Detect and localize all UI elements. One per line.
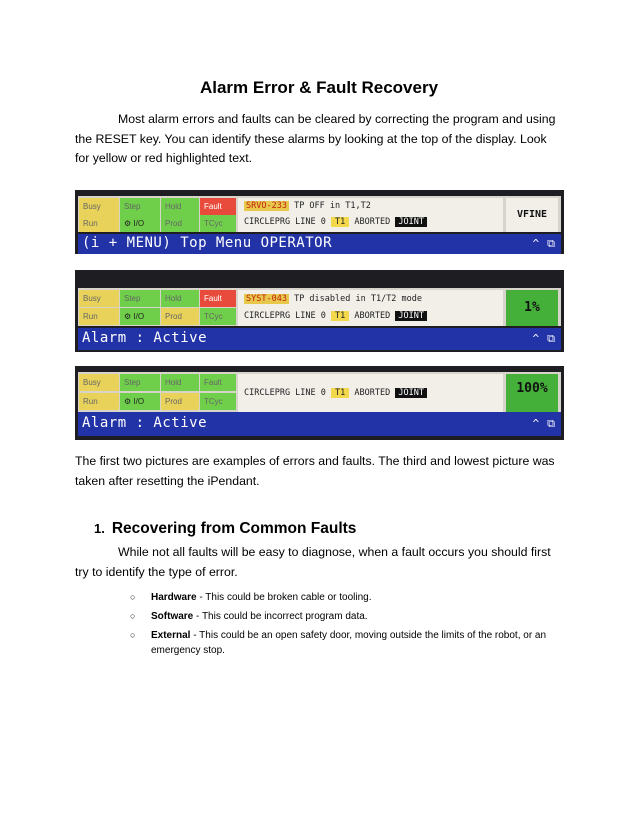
list-item bbox=[130, 609, 570, 624]
pendant-screenshot-3 bbox=[75, 366, 564, 440]
bullet-term: External bbox=[151, 630, 191, 641]
bullet-desc: - This could be an open safety door, moving outside the limits of the robot, or an emergency stop. bbox=[151, 630, 547, 656]
bullet-term: Software bbox=[151, 611, 194, 622]
io-icon: ⚙ bbox=[124, 219, 134, 228]
io-indicator bbox=[120, 215, 160, 232]
prod-indicator: Prod bbox=[161, 215, 199, 232]
busy-indicator: Busy bbox=[79, 290, 119, 307]
state-text: ABORTED bbox=[354, 217, 391, 227]
message-area bbox=[238, 290, 503, 326]
page-title: Alarm Error & Fault Recovery bbox=[199, 78, 439, 97]
program-line: CIRCLEPRG LINE 0 bbox=[244, 311, 326, 321]
window-icon[interactable] bbox=[533, 332, 555, 346]
alarm-status-label: Alarm : Active bbox=[82, 415, 208, 431]
list-item bbox=[130, 628, 570, 658]
coord-tag: JOINT bbox=[395, 217, 427, 227]
io-indicator bbox=[120, 308, 160, 325]
io-indicator bbox=[120, 393, 160, 410]
window-switch-icon[interactable]: ⧉ bbox=[547, 237, 555, 250]
window-switch-icon[interactable]: ⧉ bbox=[547, 417, 555, 430]
busy-indicator: Busy bbox=[79, 198, 119, 215]
program-line: CIRCLEPRG LINE 0 bbox=[244, 388, 326, 398]
bullet-circle-icon: ○ bbox=[130, 611, 136, 621]
fault-indicator: Fault bbox=[200, 290, 236, 307]
up-arrow-icon[interactable]: ^ bbox=[532, 417, 540, 430]
program-line: CIRCLEPRG LINE 0 bbox=[244, 217, 326, 227]
bullet-desc: - This could be incorrect program data. bbox=[193, 611, 368, 622]
io-label: I/O bbox=[133, 397, 145, 406]
status-bar bbox=[78, 412, 561, 436]
alarm-code: SYST-043 bbox=[246, 294, 287, 304]
run-indicator: Run bbox=[79, 308, 119, 325]
status-bar bbox=[78, 328, 561, 350]
mode-tag: T1 bbox=[331, 217, 349, 227]
bullet-term: Hardware bbox=[151, 592, 197, 603]
fault-indicator: Fault bbox=[200, 198, 236, 215]
after-paragraph: The first two pictures are examples of errors and faults. The third and lowest picture was taken after resetting the iPendant. bbox=[75, 454, 555, 488]
coord-tag: JOINT bbox=[395, 311, 427, 321]
tcyc-indicator: TCyc bbox=[200, 393, 236, 410]
state-text: ABORTED bbox=[354, 311, 391, 321]
run-indicator: Run bbox=[79, 393, 119, 410]
message-area bbox=[238, 374, 503, 412]
window-switch-icon[interactable]: ⧉ bbox=[547, 332, 555, 345]
tcyc-indicator: TCyc bbox=[200, 215, 236, 232]
hold-indicator: Hold bbox=[161, 290, 199, 307]
bullet-circle-icon: ○ bbox=[130, 592, 136, 602]
bullet-circle-icon: ○ bbox=[130, 630, 136, 640]
run-indicator: Run bbox=[79, 215, 119, 232]
state-text: ABORTED bbox=[354, 388, 391, 398]
pendant-screenshot-2 bbox=[75, 270, 564, 352]
mode-tag: T1 bbox=[331, 311, 349, 321]
alarm-status-label: Alarm : Active bbox=[82, 330, 208, 346]
io-icon: ⚙ bbox=[124, 397, 134, 406]
step-indicator: Step bbox=[120, 374, 160, 391]
alarm-text: TP disabled in T1/T2 mode bbox=[294, 294, 423, 304]
intro-paragraph: Most alarm errors and faults can be cleared by correcting the program and using the RESET key. You can identify these alarms by looking at the top of the display. Look for yellow or red highlighted text. bbox=[75, 112, 556, 165]
menu-bar-label: (i + MENU) Top Menu OPERATOR bbox=[82, 235, 333, 251]
list-item bbox=[130, 590, 570, 605]
tcyc-indicator: TCyc bbox=[200, 308, 236, 325]
bullet-desc: - This could be broken cable or tooling. bbox=[196, 592, 372, 603]
override-display: 1% bbox=[506, 290, 558, 326]
up-arrow-icon[interactable]: ^ bbox=[532, 237, 540, 250]
section-title: Recovering from Common Faults bbox=[111, 520, 357, 537]
coord-tag: JOINT bbox=[395, 388, 427, 398]
section-heading bbox=[94, 520, 356, 538]
pendant-screenshot-1 bbox=[75, 190, 564, 254]
alarm-text: TP OFF in T1,T2 bbox=[294, 201, 371, 211]
hold-indicator: Hold bbox=[161, 374, 199, 391]
prod-indicator: Prod bbox=[161, 308, 199, 325]
menu-bar bbox=[78, 234, 561, 254]
busy-indicator: Busy bbox=[79, 374, 119, 391]
override-display: 100% bbox=[506, 374, 558, 412]
io-label: I/O bbox=[133, 219, 145, 228]
up-arrow-icon[interactable]: ^ bbox=[532, 332, 540, 345]
io-icon: ⚙ bbox=[124, 312, 134, 321]
window-icon[interactable] bbox=[533, 417, 555, 431]
prod-indicator: Prod bbox=[161, 393, 199, 410]
section-number: 1. bbox=[94, 521, 105, 536]
error-type-list bbox=[130, 590, 570, 662]
speed-display: VFINE bbox=[506, 198, 558, 232]
fault-indicator: Fault bbox=[200, 374, 236, 391]
step-indicator: Step bbox=[120, 198, 160, 215]
mode-tag: T1 bbox=[331, 388, 349, 398]
hold-indicator: Hold bbox=[161, 198, 199, 215]
step-indicator: Step bbox=[120, 290, 160, 307]
window-icon[interactable] bbox=[533, 237, 555, 251]
alarm-code: SRVO-233 bbox=[246, 201, 287, 211]
io-label: I/O bbox=[133, 312, 145, 321]
section-paragraph: While not all faults will be easy to diagnose, when a fault occurs you should first try to identify the type of error. bbox=[75, 545, 551, 579]
message-area bbox=[238, 198, 503, 232]
